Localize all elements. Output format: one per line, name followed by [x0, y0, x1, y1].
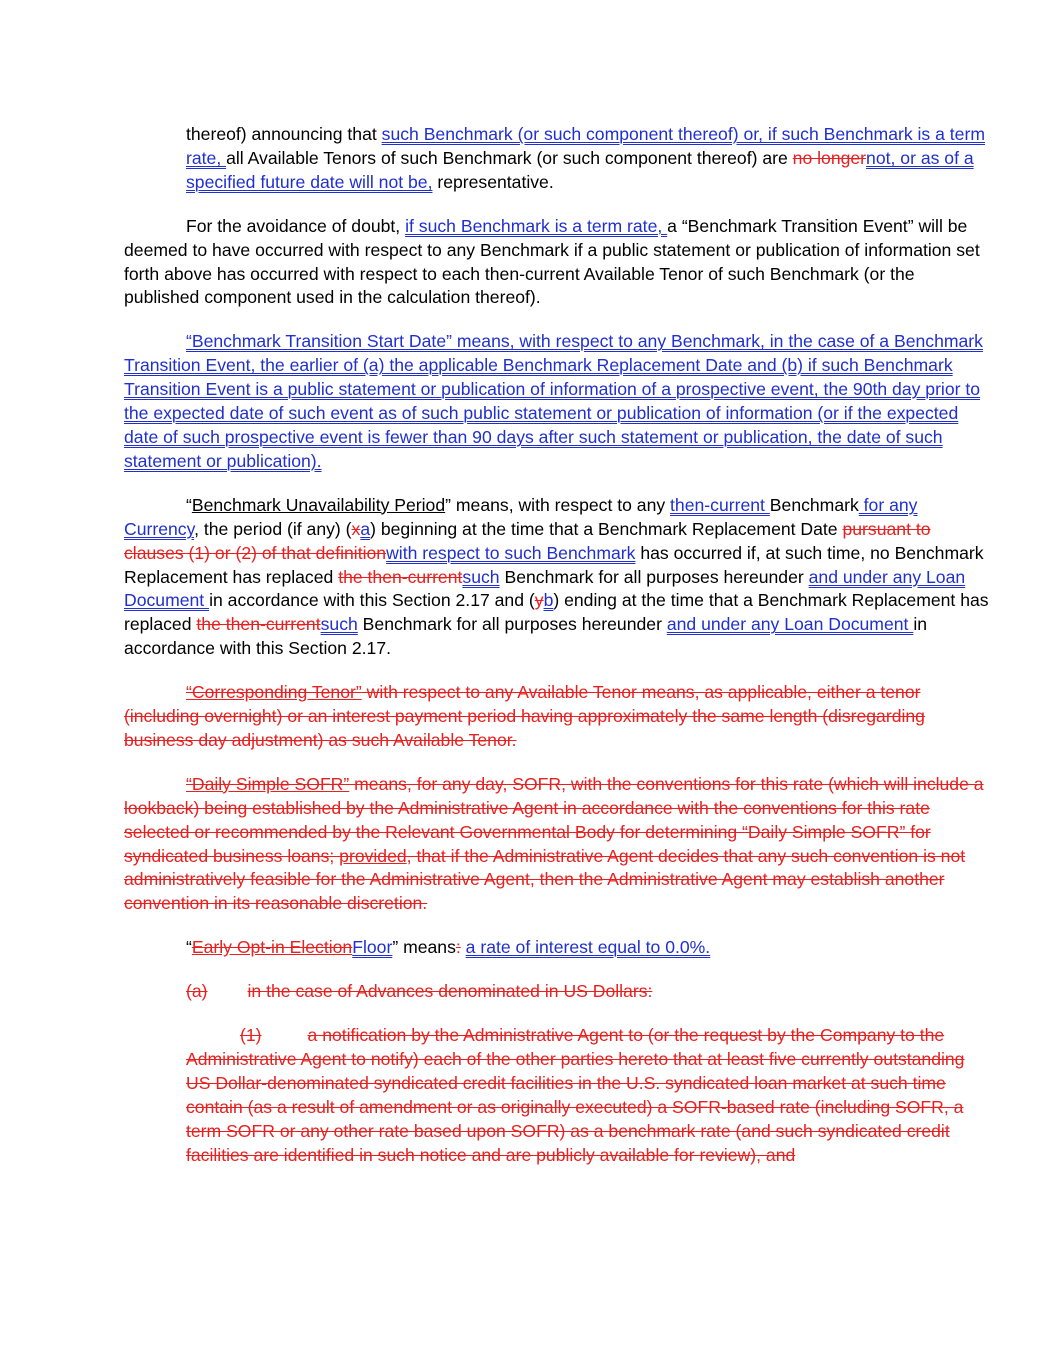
inserted-text: b	[543, 590, 554, 611]
text-run: , the period (if any) (	[194, 518, 352, 539]
paragraph-floor	[124, 936, 990, 960]
inserted-text: a	[360, 518, 371, 539]
paragraph-benchmark-transition-start-date	[124, 330, 990, 473]
deleted-text: with respect to any Available Tenor means, as applicable, either a tenor (including overnight) or an interest payment period having approximately the same length (disregarding business day adjustment) as such Available Tenor.	[124, 682, 925, 750]
deleted-text: the then-current	[196, 614, 321, 635]
text-run: thereof) announcing that	[186, 124, 382, 144]
deleted-text: a notification by the Administrative Agent to (or the request by the Company to the Administrative Agent to notify) each of the other parties hereto that at least five currently outstanding US Dollar-denominated syndicated credit facilities in the U.S. syndicated loan market at such time contain (as a result of amendment or as originally executed) a SOFR-based rate (including SOFR, a term SOFR or any other rate based upon SOFR) as a benchmark rate (and such syndicated credit facilities are identified in such notice and are publicly available for review), and	[186, 1025, 965, 1165]
text-run: Benchmark	[769, 494, 859, 515]
text-run: “	[186, 937, 192, 958]
paragraph-daily-simple-sofr	[124, 773, 990, 916]
paragraph-clause-1	[124, 1024, 990, 1167]
text-run: has occurred if, at such time, no Benchmark Replacement has replaced	[124, 542, 984, 587]
text-run: in accordance with this Section 2.17.	[124, 614, 928, 659]
inserted-text: a rate of interest equal to 0.0%.	[465, 937, 711, 958]
inserted-text: for any Currency	[124, 494, 918, 539]
paragraph-clause-a	[124, 980, 990, 1004]
inserted-text: such Benchmark (or such component thereof) or, if such Benchmark is a term rate,	[186, 124, 985, 168]
text-run: ” means	[392, 937, 456, 958]
text-run: a “Benchmark Transition Event” will be deemed to have occurred with respect to any Benchmark if a public statement or publication of information set forth above has occurred with respect to each then-current Available Tenor of such Benchmark (or the published component used in the calculation thereof).	[124, 215, 980, 308]
deleted-defined-term: Early Opt-in Election	[191, 937, 353, 958]
paragraph-benchmark-unavailability-period	[124, 494, 990, 661]
inserted-defined-term: Floor	[352, 937, 393, 958]
paragraph-avoidance-of-doubt	[124, 215, 990, 311]
text-run: “	[186, 494, 192, 515]
deleted-text: :	[455, 937, 461, 958]
text-run: Benchmark for all purposes hereunder	[499, 566, 809, 587]
inserted-text: then-current	[670, 494, 770, 515]
document-page	[124, 123, 990, 1188]
deleted-text: , that if the Administrative Agent decides that any such convention is not administratively feasible for the Administrative Agent, then the Administrative Agent may establish another convention in its reasonable discretion.	[124, 845, 966, 914]
inserted-text: if such Benchmark is a term rate,	[405, 215, 668, 236]
deleted-text: no longer	[792, 147, 867, 168]
deleted-text: the then-current	[338, 566, 463, 587]
deleted-text: y	[534, 590, 544, 611]
text-run: in accordance with this Section 2.17 and (	[209, 590, 535, 611]
deleted-text: in the case of Advances denominated in US Dollars:	[247, 981, 653, 1002]
text-run: Benchmark for all purposes hereunder	[357, 614, 667, 635]
text-run: ” means, with respect to any	[445, 494, 671, 515]
text-run: ) beginning at the time that a Benchmark Replacement Date	[370, 518, 843, 539]
paragraph-benchmark-transition-event-tail	[124, 123, 990, 195]
inserted-text: not, or as of a specified future date will not be,	[186, 147, 974, 192]
deleted-defined-term: “Corresponding Tenor”	[186, 682, 362, 703]
deleted-text: pursuant to clauses (1) or (2) of that definition	[124, 518, 931, 563]
inserted-text: and under any Loan Document	[666, 614, 914, 635]
paragraph-corresponding-tenor	[124, 681, 990, 753]
text-run: all Available Tenors of such Benchmark (or such component thereof) are	[226, 147, 793, 168]
deleted-text: means, for any day, SOFR, with the conventions for this rate (which will include a lookback) being established by the Administrative Agent in accordance with the conventions for this rate selected or recommended by the Relevant Governmental Body for determining “Daily Simple SOFR” for syndicated business loans;	[124, 773, 984, 866]
deleted-defined-term: “Daily Simple SOFR”	[186, 773, 350, 794]
inserted-text: and under any Loan Document	[124, 566, 966, 611]
inserted-text: “Benchmark Transition Start Date” means, with respect to any Benchmark, in the case of a Benchmark Transition Event, the earlier of (a) the applicable Benchmark Replacement Date and (b) if such Benchmark Transition Event is a public statement or publication of information of a prospective event, the 90th day prior to the expected date of such event as of such public statement or publication of information (or if the expected date of such prospective event is fewer than 90 days after such statement or publication, the date of such statement or publication).	[124, 331, 983, 471]
inserted-text: with respect to such Benchmark	[386, 542, 636, 563]
text-run: representative.	[432, 171, 554, 192]
defined-term: Benchmark Unavailability Period	[191, 494, 446, 515]
deleted-text-underlined: provided	[339, 845, 407, 866]
inserted-text: such	[462, 566, 500, 587]
clause-number: (a)	[186, 981, 208, 1002]
inserted-text: such	[320, 614, 358, 635]
text-run: For the avoidance of doubt,	[186, 215, 406, 236]
text-run: ) ending at the time that a Benchmark Replacement has replaced	[124, 590, 989, 635]
deleted-text: x	[351, 518, 361, 539]
clause-number: (1)	[240, 1025, 262, 1046]
